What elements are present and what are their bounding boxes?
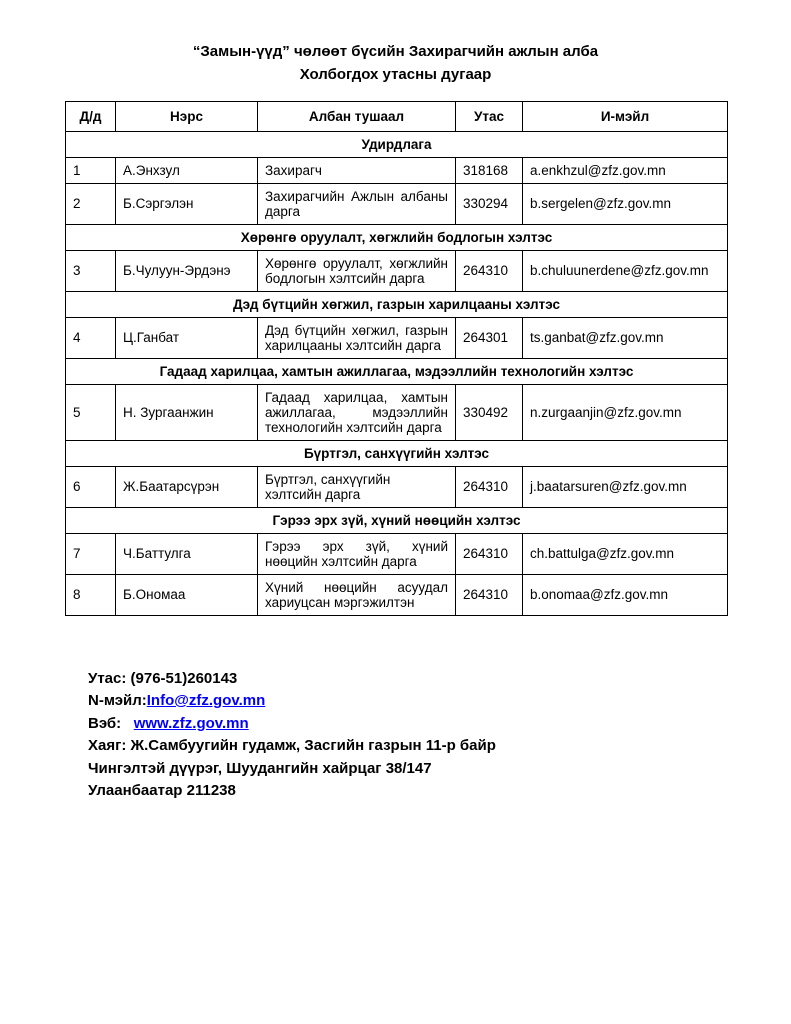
- phone-number: 264310: [456, 250, 523, 291]
- column-header-3: Утас: [456, 101, 523, 131]
- table-head: [66, 101, 728, 131]
- position-title: Гадаад харилцаа, хамтын ажиллагаа, мэдээллийн технологийн хэлтсийн дарга: [258, 384, 456, 440]
- position-title: Гэрээ эрх зүй, хүний нөөцийн хэлтсийн дарга: [258, 533, 456, 574]
- footer-label: N-мэйл:: [88, 692, 147, 709]
- table-row: [66, 533, 728, 574]
- person-name: Ж.Баатарсүрэн: [116, 466, 258, 507]
- table-row: [66, 466, 728, 507]
- email-address: j.baatarsuren@zfz.gov.mn: [523, 466, 728, 507]
- footer-link[interactable]: Info@zfz.gov.mn: [146, 692, 266, 709]
- header-row: [66, 101, 728, 131]
- row-number: 7: [66, 533, 116, 574]
- column-header-1: Нэрс: [116, 101, 258, 131]
- phone-number: 264310: [456, 533, 523, 574]
- footer-link[interactable]: www.zfz.gov.mn: [133, 714, 249, 732]
- table-row: [66, 157, 728, 183]
- person-name: Б.Ономаа: [116, 574, 258, 615]
- row-number: 8: [66, 574, 116, 615]
- footer-line-5: [88, 780, 791, 803]
- row-number: 3: [66, 250, 116, 291]
- section-header: Дэд бүтцийн хөгжил, газрын харилцааны хэлтэс: [66, 291, 728, 317]
- phone-number: 330294: [456, 183, 523, 224]
- email-address: n.zurgaanjin@zfz.gov.mn: [523, 384, 728, 440]
- section-header: Бүртгэл, санхүүгийн хэлтэс: [66, 440, 728, 466]
- email-address: b.chuluunerdene@zfz.gov.mn: [523, 250, 728, 291]
- row-number: 5: [66, 384, 116, 440]
- email-address: b.sergelen@zfz.gov.mn: [523, 183, 728, 224]
- phone-number: 264301: [456, 317, 523, 358]
- table-row: [66, 183, 728, 224]
- document-title: “Замын-үүд” чөлөөт бүсийн Захирагчийн ажлын алба: [192, 43, 599, 60]
- phone-number: 330492: [456, 384, 523, 440]
- footer-label: Чингэлтэй дүүрэг, Шуудангийн хайрцаг 38/147: [88, 759, 432, 777]
- section-header: Гадаад харилцаа, хамтын ажиллагаа, мэдээллийн технологийн хэлтэс: [66, 358, 728, 384]
- table-row: [66, 384, 728, 440]
- section-row-3: [66, 358, 728, 384]
- footer-line-3: [88, 735, 791, 758]
- person-name: Б.Чулуун-Эрдэнэ: [116, 250, 258, 291]
- column-header-4: И-мэйл: [523, 101, 728, 131]
- section-row-0: [66, 131, 728, 157]
- table-row: [66, 574, 728, 615]
- phone-number: 318168: [456, 157, 523, 183]
- contact-table: [65, 101, 728, 616]
- document-subtitle: Холбогдох утасны дугаар: [299, 66, 492, 84]
- position-title: Хөрөнгө оруулалт, хөгжлийн бодлогын хэлтсийн дарга: [258, 250, 456, 291]
- section-header: Гэрээ эрх зүй, хүний нөөцийн хэлтэс: [66, 507, 728, 533]
- footer-label: Вэб:: [88, 714, 134, 732]
- row-number: 6: [66, 466, 116, 507]
- table-row: [66, 250, 728, 291]
- person-name: Б.Сэргэлэн: [116, 183, 258, 224]
- email-address: a.enkhzul@zfz.gov.mn: [523, 157, 728, 183]
- section-row-2: [66, 291, 728, 317]
- person-name: Ц.Ганбат: [116, 317, 258, 358]
- email-address: ch.battulga@zfz.gov.mn: [523, 533, 728, 574]
- table-row: [66, 317, 728, 358]
- person-name: А.Энхзул: [116, 157, 258, 183]
- footer-line-0: [88, 668, 791, 691]
- email-address: b.onomaa@zfz.gov.mn: [523, 574, 728, 615]
- phone-number: 264310: [456, 574, 523, 615]
- column-header-2: Албан тушаал: [258, 101, 456, 131]
- document-title-block: [0, 0, 791, 87]
- position-title: Бүртгэл, санхүүгийн хэлтсийн дарга: [258, 466, 456, 507]
- footer-label: Утас: (976-51)260143: [88, 669, 238, 687]
- position-title: Захирагч: [258, 157, 456, 183]
- section-header: Хөрөнгө оруулалт, хөгжлийн бодлогын хэлтэс: [66, 224, 728, 250]
- email-address: ts.ganbat@zfz.gov.mn: [523, 317, 728, 358]
- table-body: [66, 131, 728, 615]
- footer-label: Улаанбаатар 211238: [88, 782, 236, 799]
- column-header-0: Д/д: [66, 101, 116, 131]
- section-row-5: [66, 507, 728, 533]
- position-title: Хүний нөөцийн асуудал хариуцсан мэргэжилтэн: [258, 574, 456, 615]
- footer-line-1: [88, 690, 791, 713]
- section-row-4: [66, 440, 728, 466]
- person-name: Ч.Баттулга: [116, 533, 258, 574]
- row-number: 2: [66, 183, 116, 224]
- person-name: Н. Зургаанжин: [116, 384, 258, 440]
- footer-label: Хаяг: Ж.Самбуугийн гудамж, Засгийн газрын 11-р байр: [88, 737, 496, 754]
- position-title: Дэд бүтцийн хөгжил, газрын харилцааны хэлтсийн дарга: [258, 317, 456, 358]
- section-row-1: [66, 224, 728, 250]
- row-number: 1: [66, 157, 116, 183]
- footer-line-4: [88, 758, 791, 781]
- position-title: Захирагчийн Ажлын албаны дарга: [258, 183, 456, 224]
- section-header: Удирдлага: [66, 131, 728, 157]
- footer-line-2: [88, 713, 791, 736]
- row-number: 4: [66, 317, 116, 358]
- phone-number: 264310: [456, 466, 523, 507]
- footer-contact-block: [88, 668, 791, 803]
